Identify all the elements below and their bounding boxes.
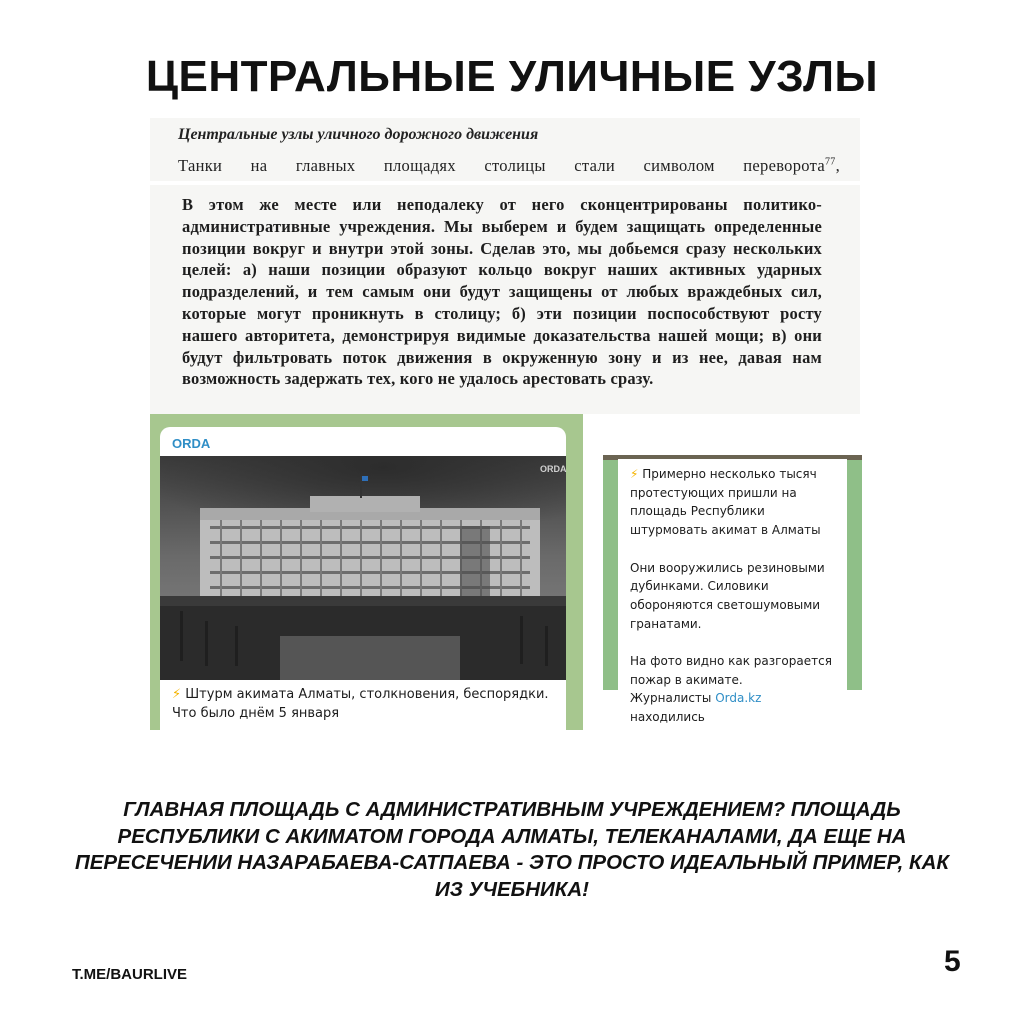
channel-name[interactable]: ORDA (172, 436, 211, 451)
post-paragraph-2: Они вооружились резиновыми дубинками. Силовики обороняются светошумовыми гранатами. (630, 560, 825, 631)
post-paragraph-3-lead: Журналисты (630, 691, 716, 706)
book-divider (150, 181, 860, 185)
channel-handle: T.ME/BAURLIVE (72, 966, 188, 983)
orda-link[interactable]: Orda.kz (715, 691, 762, 706)
book-paragraph: В этом же месте или неподалеку от него сконцентрированы политико-административные учреждения. Мы выберем и будем защищать определенные позиции вокруг и внутри этой зоны. Сделав это, мы добьемся сразу нескольких целей: а) наши позиции образуют кольцо вокруг наших активных ударных подразделений, и тем самым они будут защищены от любых враждебных сил, которые могут проникнуть в столицу; б) эти позиции поспособствуют росту нашего авторитета, демонстрируя видимые доказательства нашей мощи; в) они будут фильтровать поток движения в окруженную зону и из нее, давая нам возможность задержать тех, кого не удалось арестовать сразу. (182, 195, 822, 389)
photo-watermark: ORDA (540, 464, 567, 474)
post-paragraph-3 (630, 652, 840, 727)
telegram-post-storm (150, 414, 583, 730)
lightning-icon: ⚡ (172, 687, 182, 702)
book-excerpt (150, 118, 860, 414)
akimat-photo[interactable] (160, 456, 566, 680)
post-paragraph-3-text: На фото видно как разгорается пожар в акимате. (630, 654, 832, 687)
telegram-card[interactable] (160, 427, 566, 730)
footnote-number: 77 (824, 156, 836, 168)
page-number: 5 (944, 945, 961, 978)
book-first-line-text: Танки на главных площадях столицы стали символом переворота (178, 156, 825, 175)
akimat-photo-image (160, 456, 566, 680)
post-paragraph-3-tail: находились (630, 710, 705, 725)
conclusion-quote: ГЛАВНАЯ ПЛОЩАДЬ С АДМИНИСТРАТИВНЫМ УЧРЕЖДЕНИЕМ? ПЛОЩАДЬ РЕСПУБЛИКИ С АКИМАТОМ ГОРОДА АЛМАТЫ, ТЕЛЕКАНАЛАМИ, ДА ЕЩЕ НА ПЕРЕСЕЧЕНИИ НАЗАРАБАЕВА-САТПАЕВА - ЭТО ПРОСТО ИДЕАЛЬНЫЙ ПРИМЕР, КАК ИЗ УЧЕБНИКА! (74, 798, 950, 901)
post-caption-text: Штурм акимата Алматы, столкновения, беспорядки. Что было днём 5 января (172, 687, 549, 721)
lightning-icon: ⚡ (630, 467, 639, 481)
book-heading: Центральные узлы уличного дорожного движения (178, 126, 539, 143)
post-paragraph-1 (630, 465, 840, 540)
post-paragraph-1-text: Примерно несколько тысяч протестующих пришли на площадь Республики штурмовать акимат в Алматы (630, 467, 821, 538)
book-first-line-end: , (835, 156, 840, 175)
book-first-line (178, 156, 840, 176)
telegram-card[interactable] (618, 459, 847, 725)
slide-title: ЦЕНТРАЛЬНЫЕ УЛИЧНЫЕ УЗЛЫ (145, 52, 879, 101)
telegram-post-protest (603, 455, 862, 725)
post-text (630, 465, 840, 727)
post-caption (172, 685, 556, 723)
